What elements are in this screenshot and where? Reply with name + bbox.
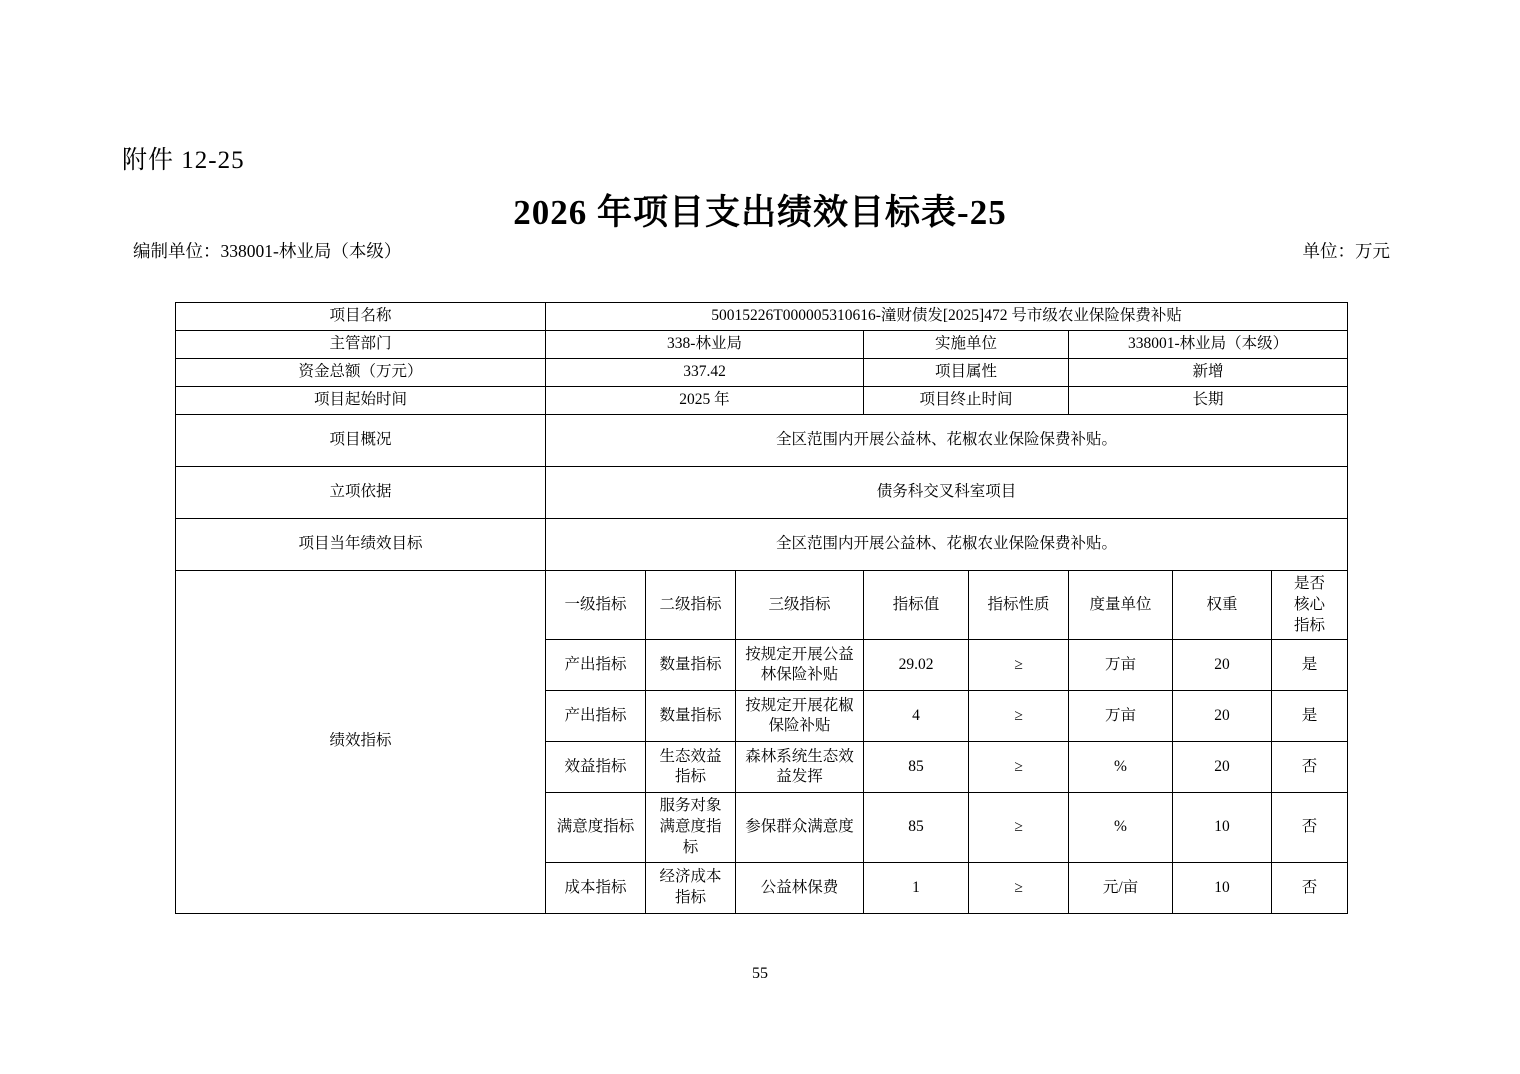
cell-core: 否 (1272, 793, 1348, 863)
indicators-section-label: 绩效指标 (176, 570, 546, 914)
performance-target-table (175, 302, 1348, 914)
prepared-by-label: 编制单位：338001-林业局（本级） (133, 241, 402, 261)
implementer-label: 实施单位 (864, 330, 1069, 358)
cell-level3: 公益林保费 (736, 863, 864, 914)
cell-level1: 满意度指标 (546, 793, 646, 863)
header-level2: 二级指标 (646, 570, 736, 640)
authority-value: 338-林业局 (546, 330, 864, 358)
start-time-value: 2025 年 (546, 386, 864, 414)
implementer-value: 338001-林业局（本级） (1069, 330, 1348, 358)
fund-total-value: 337.42 (546, 358, 864, 386)
authority-label: 主管部门 (176, 330, 546, 358)
cell-nature: ≥ (969, 742, 1069, 793)
annual-goal-label: 项目当年绩效目标 (176, 518, 546, 570)
end-time-value: 长期 (1069, 386, 1348, 414)
cell-nature: ≥ (969, 640, 1069, 691)
overview-label: 项目概况 (176, 414, 546, 466)
cell-level1: 效益指标 (546, 742, 646, 793)
header-weight: 权重 (1173, 570, 1272, 640)
table-row (176, 386, 1348, 414)
cell-value: 4 (864, 691, 969, 742)
table-row (176, 414, 1348, 466)
cell-weight: 20 (1173, 742, 1272, 793)
cell-weight: 10 (1173, 863, 1272, 914)
header-core (1272, 570, 1348, 640)
cell-nature: ≥ (969, 691, 1069, 742)
fund-total-label: 资金总额（万元） (176, 358, 546, 386)
cell-level3: 森林系统生态效益发挥 (736, 742, 864, 793)
header-nature: 指标性质 (969, 570, 1069, 640)
basis-value: 债务科交叉科室项目 (546, 466, 1348, 518)
cell-value: 85 (864, 742, 969, 793)
cell-nature: ≥ (969, 793, 1069, 863)
table-row (176, 466, 1348, 518)
header-core-line-2: 核心 (1294, 595, 1326, 613)
table-row (176, 358, 1348, 386)
unit-note-label: 单位：万元 (1302, 241, 1390, 261)
project-attribute-value: 新增 (1069, 358, 1348, 386)
cell-unit: 万亩 (1069, 640, 1173, 691)
header-unit: 度量单位 (1069, 570, 1173, 640)
cell-weight: 10 (1173, 793, 1272, 863)
header-core-line-3: 指标 (1294, 616, 1326, 634)
header-core-line-1: 是否 (1294, 574, 1326, 592)
basis-label: 立项依据 (176, 466, 546, 518)
table-row (176, 303, 1348, 331)
cell-value: 85 (864, 793, 969, 863)
cell-core: 否 (1272, 742, 1348, 793)
cell-unit: % (1069, 793, 1173, 863)
cell-unit: 万亩 (1069, 691, 1173, 742)
table-row (176, 330, 1348, 358)
cell-level2: 生态效益指标 (646, 742, 736, 793)
cell-core: 是 (1272, 691, 1348, 742)
cell-value: 1 (864, 863, 969, 914)
project-attribute-label: 项目属性 (864, 358, 1069, 386)
cell-unit: 元/亩 (1069, 863, 1173, 914)
cell-level2: 经济成本指标 (646, 863, 736, 914)
annual-goal-value: 全区范围内开展公益林、花椒农业保险保费补贴。 (546, 518, 1348, 570)
end-time-label: 项目终止时间 (864, 386, 1069, 414)
cell-weight: 20 (1173, 691, 1272, 742)
project-name-value: 50015226T000005310616-潼财债发[2025]472 号市级农业保险保费补贴 (546, 303, 1348, 331)
cell-weight: 20 (1173, 640, 1272, 691)
overview-value: 全区范围内开展公益林、花椒农业保险保费补贴。 (546, 414, 1348, 466)
cell-level2: 数量指标 (646, 640, 736, 691)
cell-value: 29.02 (864, 640, 969, 691)
project-name-label: 项目名称 (176, 303, 546, 331)
cell-level2: 数量指标 (646, 691, 736, 742)
start-time-label: 项目起始时间 (176, 386, 546, 414)
cell-level3: 按规定开展花椒保险补贴 (736, 691, 864, 742)
cell-core: 是 (1272, 640, 1348, 691)
cell-nature: ≥ (969, 863, 1069, 914)
page-title: 2026 年项目支出绩效目标表-25 (513, 193, 1007, 232)
page-number: 55 (752, 965, 768, 982)
cell-level3: 参保群众满意度 (736, 793, 864, 863)
header-level1: 一级指标 (546, 570, 646, 640)
cell-level1: 产出指标 (546, 640, 646, 691)
table-row (176, 518, 1348, 570)
attachment-label: 附件 12-25 (122, 147, 245, 174)
cell-unit: % (1069, 742, 1173, 793)
header-value: 指标值 (864, 570, 969, 640)
cell-level2: 服务对象满意度指标 (646, 793, 736, 863)
cell-level3: 按规定开展公益林保险补贴 (736, 640, 864, 691)
header-level3: 三级指标 (736, 570, 864, 640)
indicator-header-row (176, 570, 1348, 640)
cell-core: 否 (1272, 863, 1348, 914)
cell-level1: 成本指标 (546, 863, 646, 914)
meta-row (133, 238, 1390, 263)
cell-level1: 产出指标 (546, 691, 646, 742)
